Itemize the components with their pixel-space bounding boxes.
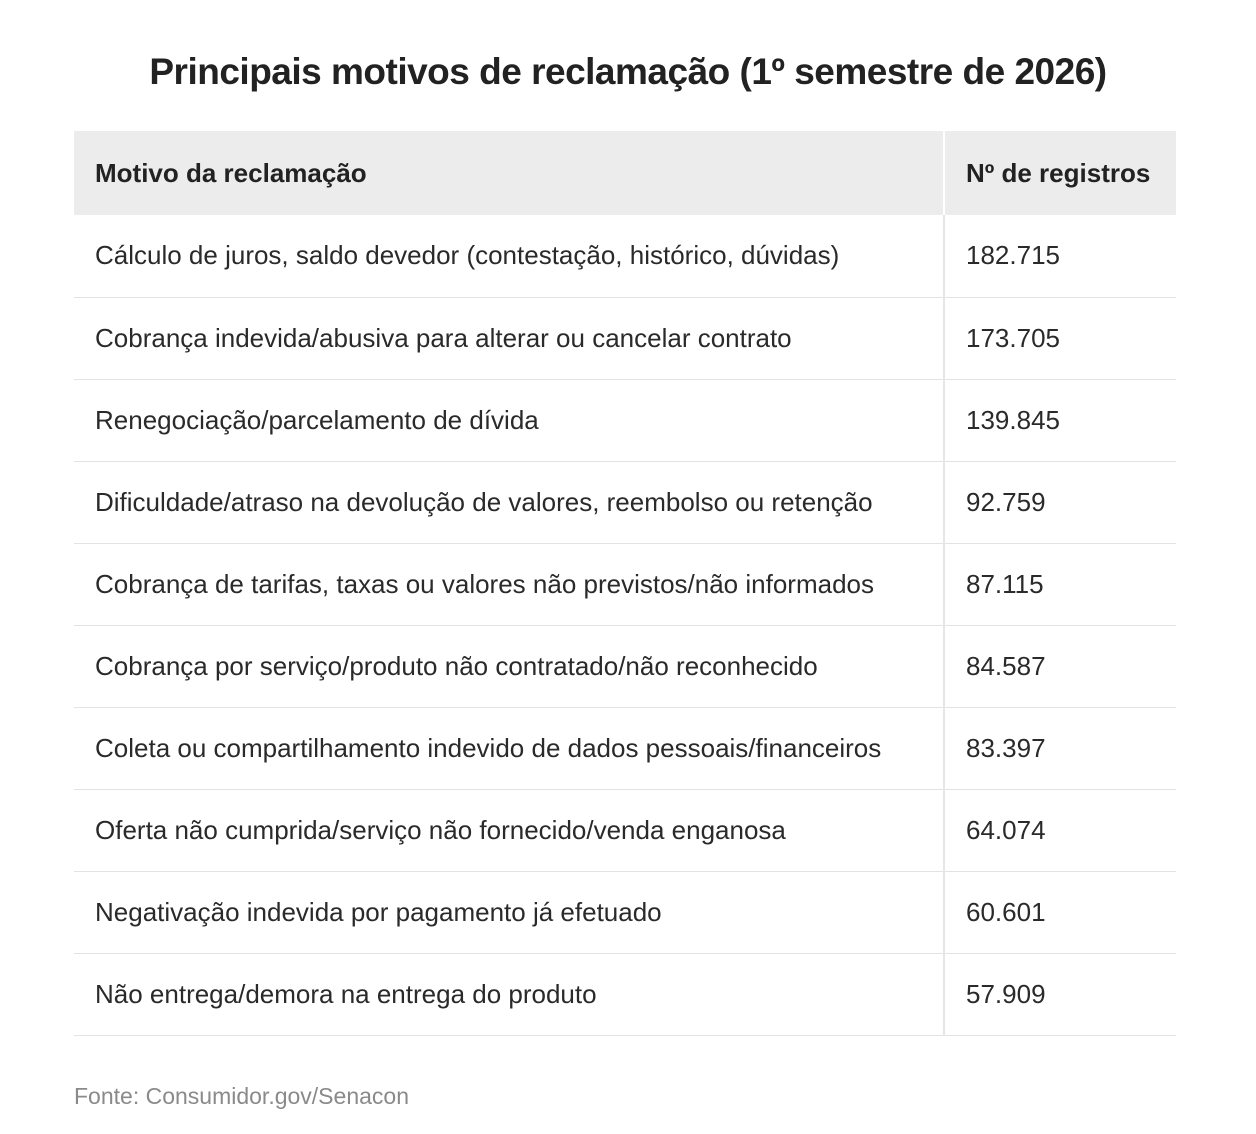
table-row bbox=[74, 789, 1176, 871]
count-cell: 84.587 bbox=[944, 625, 1176, 707]
table-row bbox=[74, 625, 1176, 707]
column-header-count: Nº de registros bbox=[944, 131, 1176, 215]
table-header-row bbox=[74, 131, 1176, 215]
count-cell: 92.759 bbox=[944, 461, 1176, 543]
table-row bbox=[74, 379, 1176, 461]
complaints-table bbox=[74, 131, 1176, 1036]
page-title: Principais motivos de reclamação (1º semestre de 2026) bbox=[149, 51, 1107, 92]
count-cell: 60.601 bbox=[944, 871, 1176, 953]
reason-cell: Cobrança de tarifas, taxas ou valores não previstos/não informados bbox=[74, 543, 944, 625]
table-row bbox=[74, 871, 1176, 953]
reason-cell: Renegociação/parcelamento de dívida bbox=[74, 379, 944, 461]
reason-cell: Negativação indevida por pagamento já efetuado bbox=[74, 871, 944, 953]
column-header-reason: Motivo da reclamação bbox=[74, 131, 944, 215]
count-cell: 139.845 bbox=[944, 379, 1176, 461]
table-row bbox=[74, 297, 1176, 379]
reason-cell: Não entrega/demora na entrega do produto bbox=[74, 953, 944, 1035]
count-cell: 182.715 bbox=[944, 215, 1176, 297]
table-row bbox=[74, 215, 1176, 297]
count-cell: 57.909 bbox=[944, 953, 1176, 1035]
reason-cell: Oferta não cumprida/serviço não fornecido/venda enganosa bbox=[74, 789, 944, 871]
reason-cell: Cálculo de juros, saldo devedor (contestação, histórico, dúvidas) bbox=[74, 215, 944, 297]
table-row bbox=[74, 953, 1176, 1035]
count-cell: 87.115 bbox=[944, 543, 1176, 625]
source-note: Fonte: Consumidor.gov/Senacon bbox=[74, 1083, 409, 1109]
reason-cell: Dificuldade/atraso na devolução de valores, reembolso ou retenção bbox=[74, 461, 944, 543]
table-row bbox=[74, 461, 1176, 543]
count-cell: 173.705 bbox=[944, 297, 1176, 379]
count-cell: 64.074 bbox=[944, 789, 1176, 871]
reason-cell: Cobrança indevida/abusiva para alterar ou cancelar contrato bbox=[74, 297, 944, 379]
table-row bbox=[74, 707, 1176, 789]
reason-cell: Cobrança por serviço/produto não contratado/não reconhecido bbox=[74, 625, 944, 707]
count-cell: 83.397 bbox=[944, 707, 1176, 789]
table-row bbox=[74, 543, 1176, 625]
reason-cell: Coleta ou compartilhamento indevido de dados pessoais/financeiros bbox=[74, 707, 944, 789]
